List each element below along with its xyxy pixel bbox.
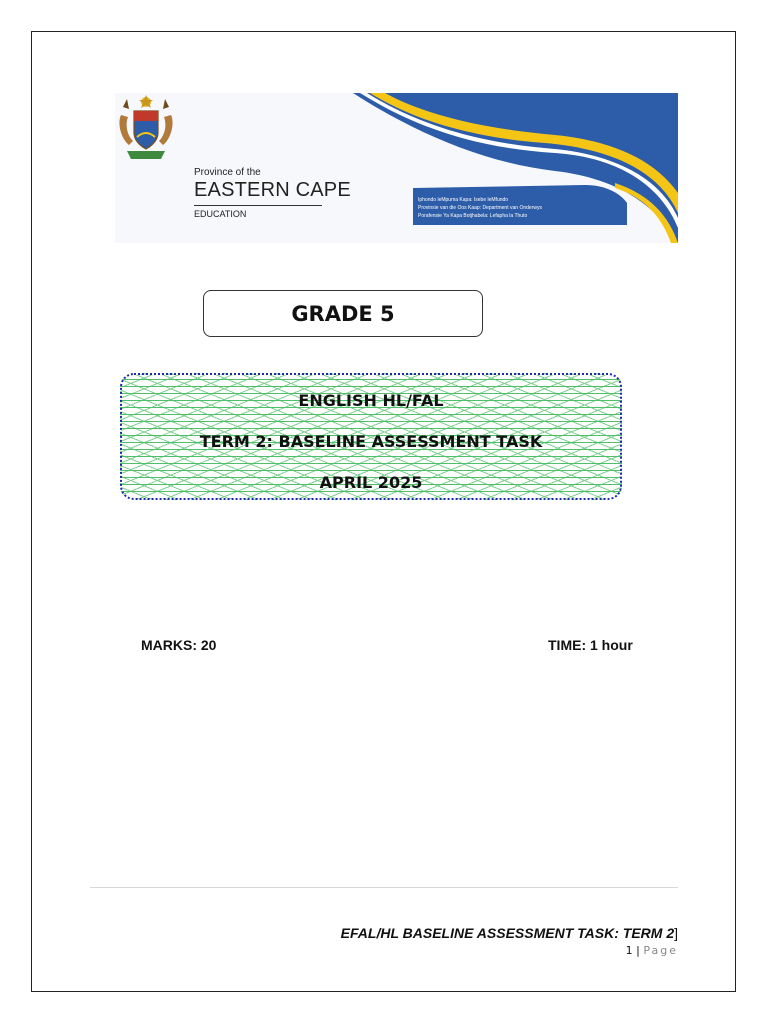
marks-label: MARKS: 20 [141, 637, 217, 653]
grade-box [203, 290, 483, 337]
date-title: APRIL 2025 [319, 473, 423, 492]
footer-title-text: EFAL/HL BASELINE ASSESSMENT TASK: TERM 2 [340, 925, 675, 941]
department-label: EDUCATION [194, 209, 247, 219]
header-banner [115, 93, 678, 243]
page-separator: | [636, 944, 640, 957]
footer-bracket: ] [674, 925, 678, 941]
coat-of-arms-icon [115, 93, 177, 163]
tagline-line-2: Provinsie van die Oos Kaap: Department van Onderwys [418, 205, 542, 211]
tagline-line-1: Iphondo leMpuma Kapa: Isebe leMfundo [418, 197, 509, 203]
title-box [120, 373, 622, 500]
province-name: EASTERN CAPE [194, 179, 351, 201]
page-number [626, 944, 678, 957]
time-label: TIME: 1 hour [548, 637, 633, 653]
tagline-line-3: Porafensie Ya Kapa Botjhabela: Lefapha la Thuto [418, 213, 528, 219]
task-title: TERM 2: BASELINE ASSESSMENT TASK [199, 432, 543, 451]
subject-title: ENGLISH HL/FAL [298, 391, 444, 410]
footer-title [341, 925, 678, 941]
footer-divider [90, 887, 678, 888]
page-number-value: 1 [625, 944, 633, 957]
grade-label: GRADE 5 [291, 301, 395, 326]
province-label: Province of the [194, 167, 261, 178]
logo-divider [194, 205, 322, 206]
page-word: Page [643, 944, 678, 957]
